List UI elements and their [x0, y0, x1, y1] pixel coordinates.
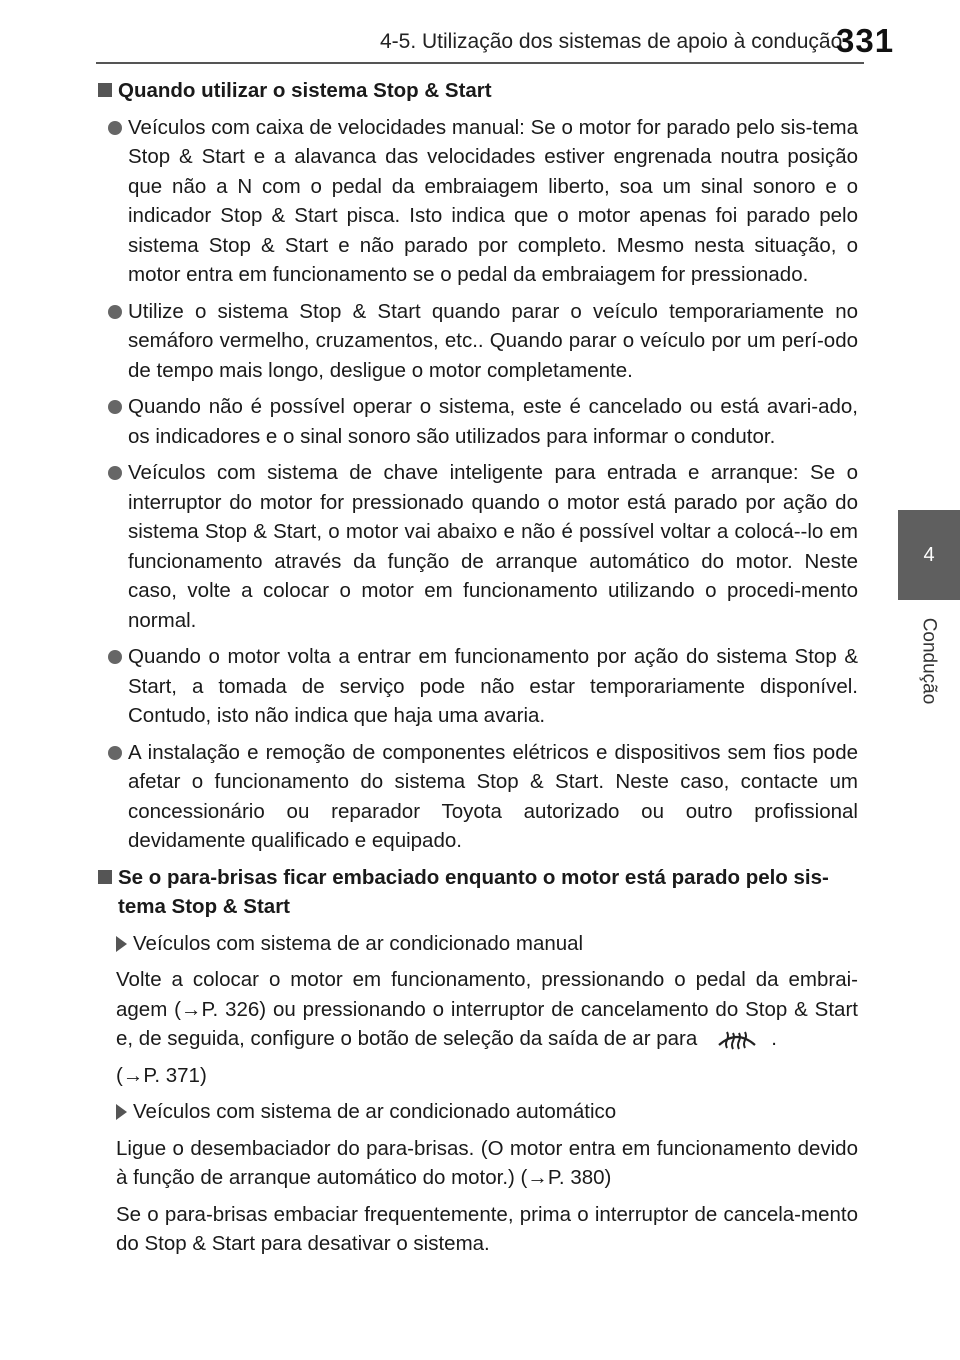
square-bullet-icon [98, 83, 112, 97]
circle-bullet-icon [108, 650, 122, 664]
circle-bullet-icon [108, 746, 122, 760]
triangle-bullet-icon [116, 936, 127, 952]
page-reference[interactable]: P. 380 [547, 1166, 605, 1189]
section-heading-text: Se o para-brisas ficar embaciado enquanto o motor está parado pelo sis-tema Stop & Start [118, 865, 829, 918]
subsection-label-text: Veículos com sistema de ar condicionado automático [133, 1100, 617, 1123]
list-item [96, 113, 858, 290]
paragraph-text: Volte a colocar o motor em funcionamento, pressionando o pedal da embrai-agem ( [116, 968, 858, 1021]
list-item-text: Veículos com sistema de chave inteligente para entrada e arranque: Se o interruptor do motor for pressionado quando o motor está parado por ação do sistema Stop & Start, o motor vai abaixo e não é possível voltar a colocá--lo em funcionamento através da função de arranque automático do motor. Neste caso, volte a colocar o motor em funcionamento utilizando o procedi-mento normal. [128, 461, 858, 632]
list-item [96, 392, 858, 451]
page-reference[interactable]: P. 326 [201, 997, 260, 1021]
paragraph-text: ) ou pressionando o interruptor de cancelamento do Stop & Start e, de seguida, configure o botão de seleção da saída de ar para [116, 997, 858, 1050]
subsection-label [116, 1097, 858, 1127]
section-heading [96, 863, 858, 922]
arrow-icon: → [527, 1166, 548, 1189]
list-item [96, 297, 858, 386]
list-item [96, 458, 858, 635]
page-content [96, 76, 858, 1266]
arrow-icon: → [180, 997, 202, 1021]
paragraph-text: ( [116, 1063, 123, 1087]
section-heading-text: Quando utilizar o sistema Stop & Start [118, 79, 492, 102]
paragraph-text: Se o para-brisas embaciar frequentemente, prima o interruptor de cancela-mento do Stop & Start para desativar o sistema. [116, 1202, 858, 1255]
paragraph [116, 1200, 858, 1259]
chapter-tab [898, 510, 960, 600]
paragraph-text: . [771, 1027, 777, 1050]
triangle-bullet-icon [116, 1104, 127, 1120]
paragraph [116, 1134, 858, 1193]
paragraph-text: Ligue o desembaciador do para-brisas. (O motor entra em funcionamento devido à função de arranque automático do motor.) ( [116, 1136, 858, 1189]
circle-bullet-icon [108, 121, 122, 135]
page-header [0, 0, 960, 62]
subsection-label-text: Veículos com sistema de ar condicionado manual [133, 931, 584, 955]
header-rule [96, 62, 864, 64]
list-item-text: Veículos com caixa de velocidades manual: Se o motor for parado pelo sis-tema Stop & Start e a alavanca das velocidades estiver engrenada noutra posição que não a N com o pedal da embraiagem liberto, soa um sinal sonoro e o indicador Stop & Start pisca. Isto indica que o motor apenas foi parado pelo sistema Stop & Start e não parado por completo. Mesmo nesta situação, o motor entra em funcionamento se o pedal da embraiagem for pressionado. [128, 115, 858, 286]
subsection-label [116, 929, 858, 959]
paragraph-text: ) [604, 1166, 612, 1189]
list-item-text: Quando não é possível operar o sistema, este é cancelado ou está avari-ado, os indicadores e o sinal sonoro são utilizados para informar o condutor. [128, 395, 858, 448]
circle-bullet-icon [108, 400, 122, 414]
section-heading [96, 76, 858, 106]
section-title: 4-5. Utilização dos sistemas de apoio à condução [380, 30, 843, 53]
list-item-text: Utilize o sistema Stop & Start quando parar o veículo temporariamente no semáforo vermelho, cruzamentos, etc.. Quando parar o veículo por um perí-odo de tempo mais longo, desligue o motor completamente. [128, 299, 858, 382]
chapter-label [912, 606, 944, 716]
list-item-text: A instalação e remoção de componentes elétricos e dispositivos sem fios pode afetar o funcionamento do sistema Stop & Start. Neste caso, contacte um concessionário ou reparador Toyota autorizado ou outro profissional devidamente qualificado e equipado. [128, 740, 858, 852]
arrow-icon: → [122, 1063, 144, 1087]
page-reference[interactable]: P. 371 [143, 1063, 200, 1087]
chapter-number: 4 [923, 543, 935, 566]
paragraph-text: ) [199, 1063, 207, 1087]
paragraph [116, 1061, 858, 1091]
square-bullet-icon [98, 870, 112, 884]
list-item [96, 738, 858, 856]
chapter-label-text: Condução [918, 617, 939, 705]
list-item-text: Quando o motor volta a entrar em funcionamento por ação do sistema Stop & Start, a tomada de serviço pode não estar temporariamente disponível. Contudo, isto não indica que haja uma avaria. [128, 645, 858, 727]
paragraph [116, 965, 858, 1054]
circle-bullet-icon [108, 305, 122, 319]
windshield-defroster-icon [715, 1023, 759, 1053]
list-item [96, 642, 858, 731]
circle-bullet-icon [108, 466, 122, 480]
page-number: 331 [836, 22, 895, 59]
